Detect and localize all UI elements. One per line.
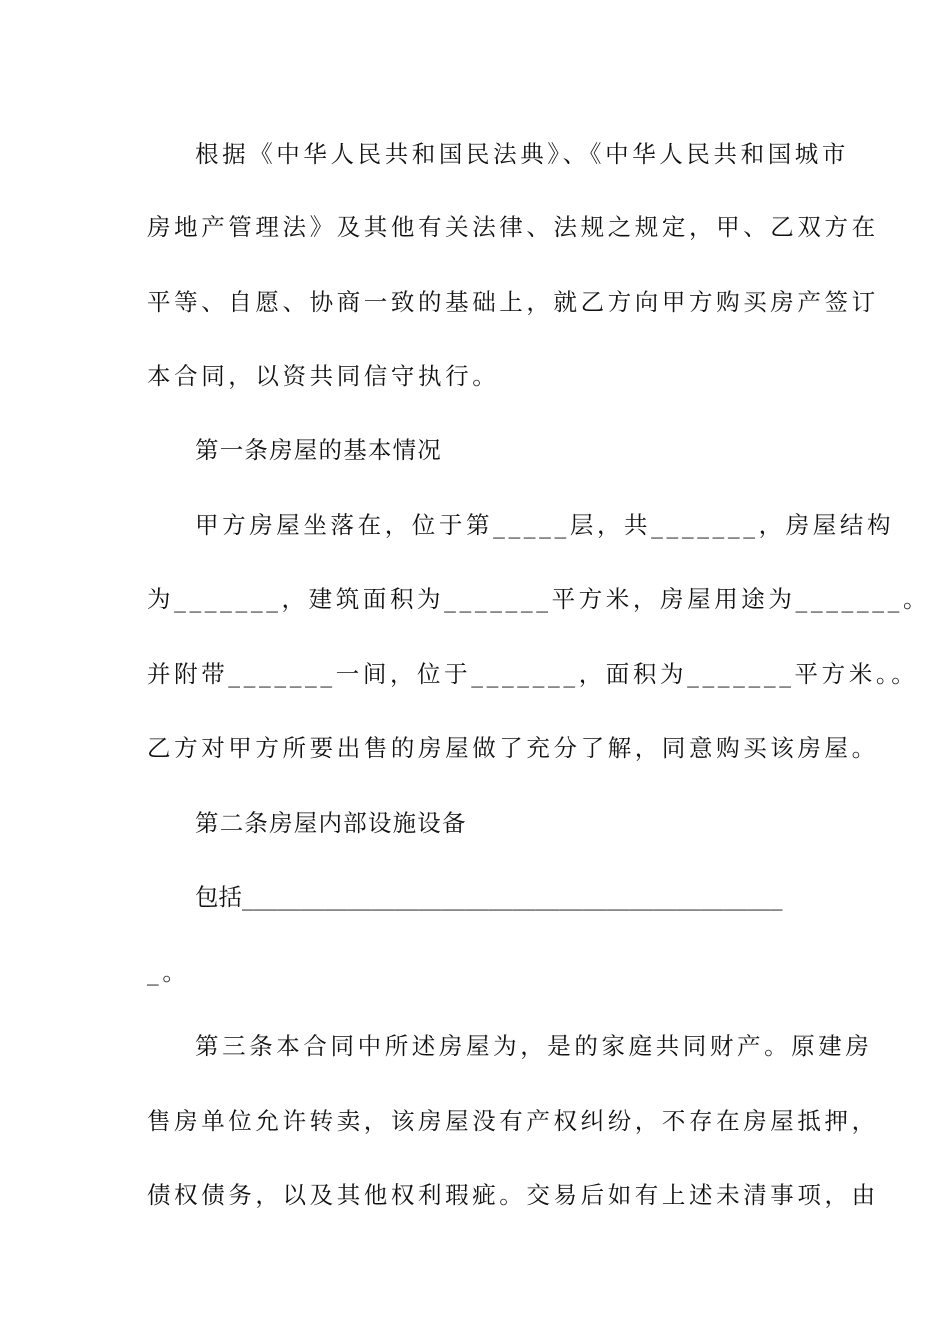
paragraph-4-line-3: 债权债务，以及其他权利瑕疵。交易后如有上述未清事项，由 xyxy=(147,1181,879,1209)
section-heading-1: 第一条房屋的基本情况 xyxy=(195,436,442,464)
paragraph-3-line-1: 包括______________________________________________ xyxy=(195,883,783,911)
paragraph-4-line-2: 售房单位允许转卖，该房屋没有产权纠纷，不存在房屋抵押， xyxy=(147,1107,879,1135)
paragraph-4-line-1: 第三条本合同中所述房屋为，是的家庭共同财产。原建房 xyxy=(195,1032,873,1060)
paragraph-1-line-3: 平等、自愿、协商一致的基础上，就乙方向甲方购买房产签订 xyxy=(147,288,879,316)
paragraph-1-line-4: 本合同，以资共同信守执行。 xyxy=(147,362,500,390)
paragraph-3-line-2: _。 xyxy=(147,958,190,986)
section-heading-2: 第二条房屋内部设施设备 xyxy=(195,809,467,837)
paragraph-2-line-4: 乙方对甲方所要出售的房屋做了充分了解，同意购买该房屋。 xyxy=(147,734,879,762)
paragraph-2-line-2: 为_______，建筑面积为_______平方米，房屋用途为_______。 xyxy=(147,585,931,613)
paragraph-2-line-3: 并附带_______一间，位于_______，面积为_______平方米。。 xyxy=(147,660,919,688)
paragraph-1-line-1: 根据《中华人民共和国民法典》、《中华人民共和国城市 xyxy=(195,140,849,168)
paragraph-2-line-1: 甲方房屋坐落在，位于第_____层，共_______，房屋结构 xyxy=(195,511,895,539)
paragraph-1-line-2: 房地产管理法》及其他有关法律、法规之规定，甲、乙双方在 xyxy=(147,213,879,241)
